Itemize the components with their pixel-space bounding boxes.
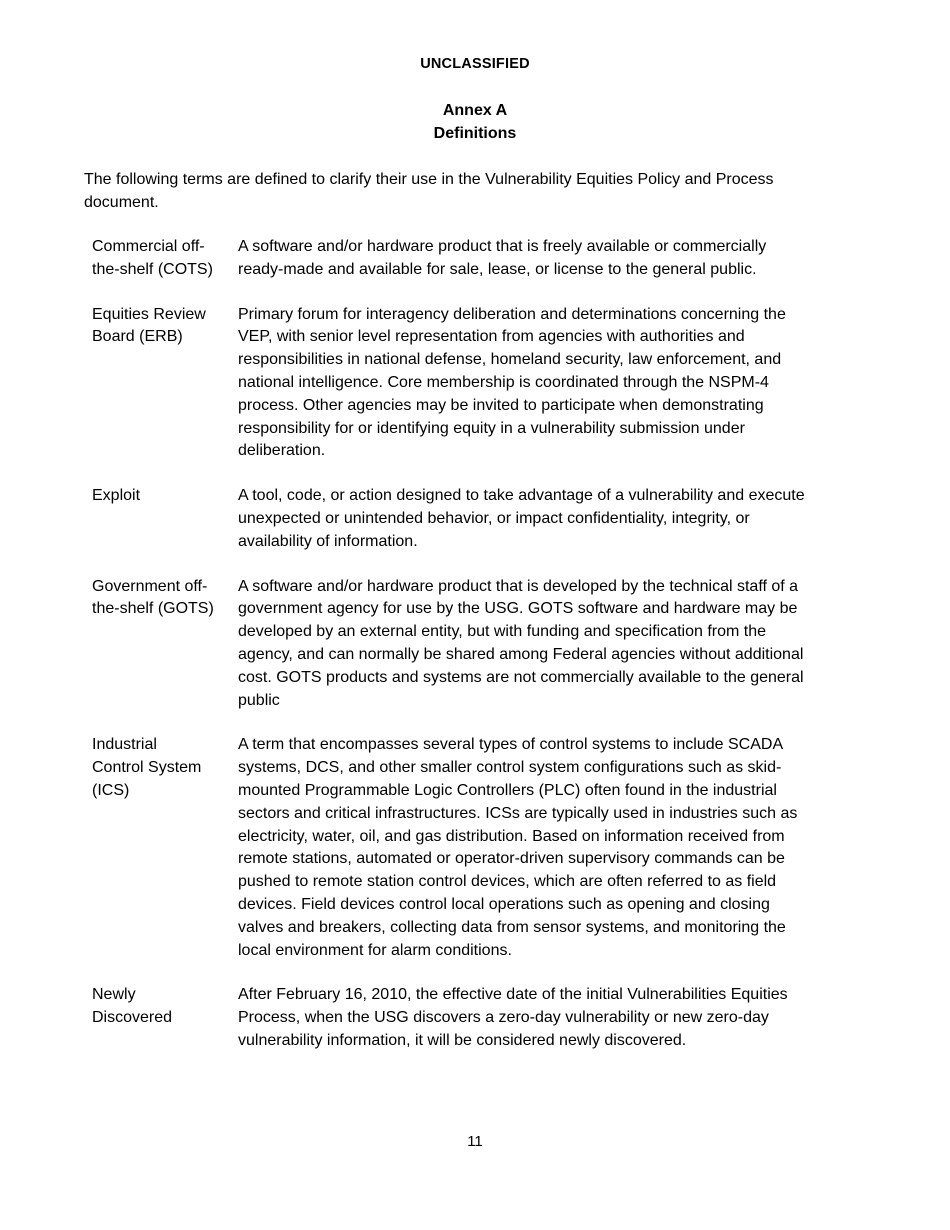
definition-term: Commercial off- the-shelf (COTS) [92, 238, 213, 278]
definitions-list [92, 236, 812, 1053]
definition-row [92, 734, 812, 962]
definition-term: Government off- the-shelf (GOTS) [92, 577, 214, 618]
annex-title [0, 99, 950, 145]
definition-text: A software and/or hardware product that is developed by the technical staff of a government agency for use by the USG. GOTS software and hardware may be developed by an external entity, but with funding and specification from the agency, and can normally be shared among Federal agencies without additional cost. GOTS products and systems are not commercially available to the general public [238, 577, 804, 709]
definition-row [92, 576, 812, 713]
definition-text: A term that encompasses several types of control systems to include SCADA systems, DCS, and other smaller control system configurations such as skid-mounted Programmable Logic Controllers (PLC) often found in the industrial sectors and critical infrastructures. ICSs are typically used in industries such as electricity, water, oil, and gas distribution. Based on information received from remote stations, automated or operator-driven supervisory commands can be pushed to remote station control devices, which are often referred to as field devices. Field devices control local operations such as opening and closing valves and breakers, collecting data from sensor systems, and monitoring the local environment for alarm conditions. [238, 736, 798, 959]
definition-text: After February 16, 2010, the effective date of the initial Vulnerabilities Equities Process, when the USG discovers a zero-day vulnerability or new zero-day vulnerability information, it will be considered newly discovered. [238, 986, 788, 1049]
definition-text: A tool, code, or action designed to take advantage of a vulnerability and execute unexpected or unintended behavior, or impact confidentiality, integrity, or availability of information. [238, 487, 805, 550]
definition-term: Equities Review Board (ERB) [92, 305, 206, 346]
intro-paragraph: The following terms are defined to clarify their use in the Vulnerability Equities Policy and Process document. [84, 171, 774, 211]
definition-term: Exploit [92, 487, 141, 505]
classification-marking: UNCLASSIFIED [420, 56, 530, 72]
annex-title-line: Annex A [442, 102, 508, 119]
definition-text: A software and/or hardware product that is freely available or commercially ready-made and available for sale, lease, or license to the general public. [238, 238, 767, 278]
definition-row [92, 485, 812, 553]
definition-row [92, 304, 812, 464]
annex-subtitle-line: Definitions [433, 125, 517, 142]
page-number: 11 [467, 1133, 483, 1150]
definition-row [92, 984, 812, 1052]
definition-text: Primary forum for interagency deliberation and determinations concerning the VEP, with senior level representation from agencies with authorities and responsibilities in national defense, homeland security, law enforcement, and national intelligence. Core membership is coordinated through the NSPM-4 process. Other agencies may be invited to participate when demonstrating responsibility for or identifying equity in a vulnerability submission under deliberation. [238, 305, 786, 460]
definition-term: Industrial Control System (ICS) [92, 736, 202, 799]
definition-row [92, 236, 812, 282]
definition-term: Newly Discovered [92, 986, 173, 1027]
